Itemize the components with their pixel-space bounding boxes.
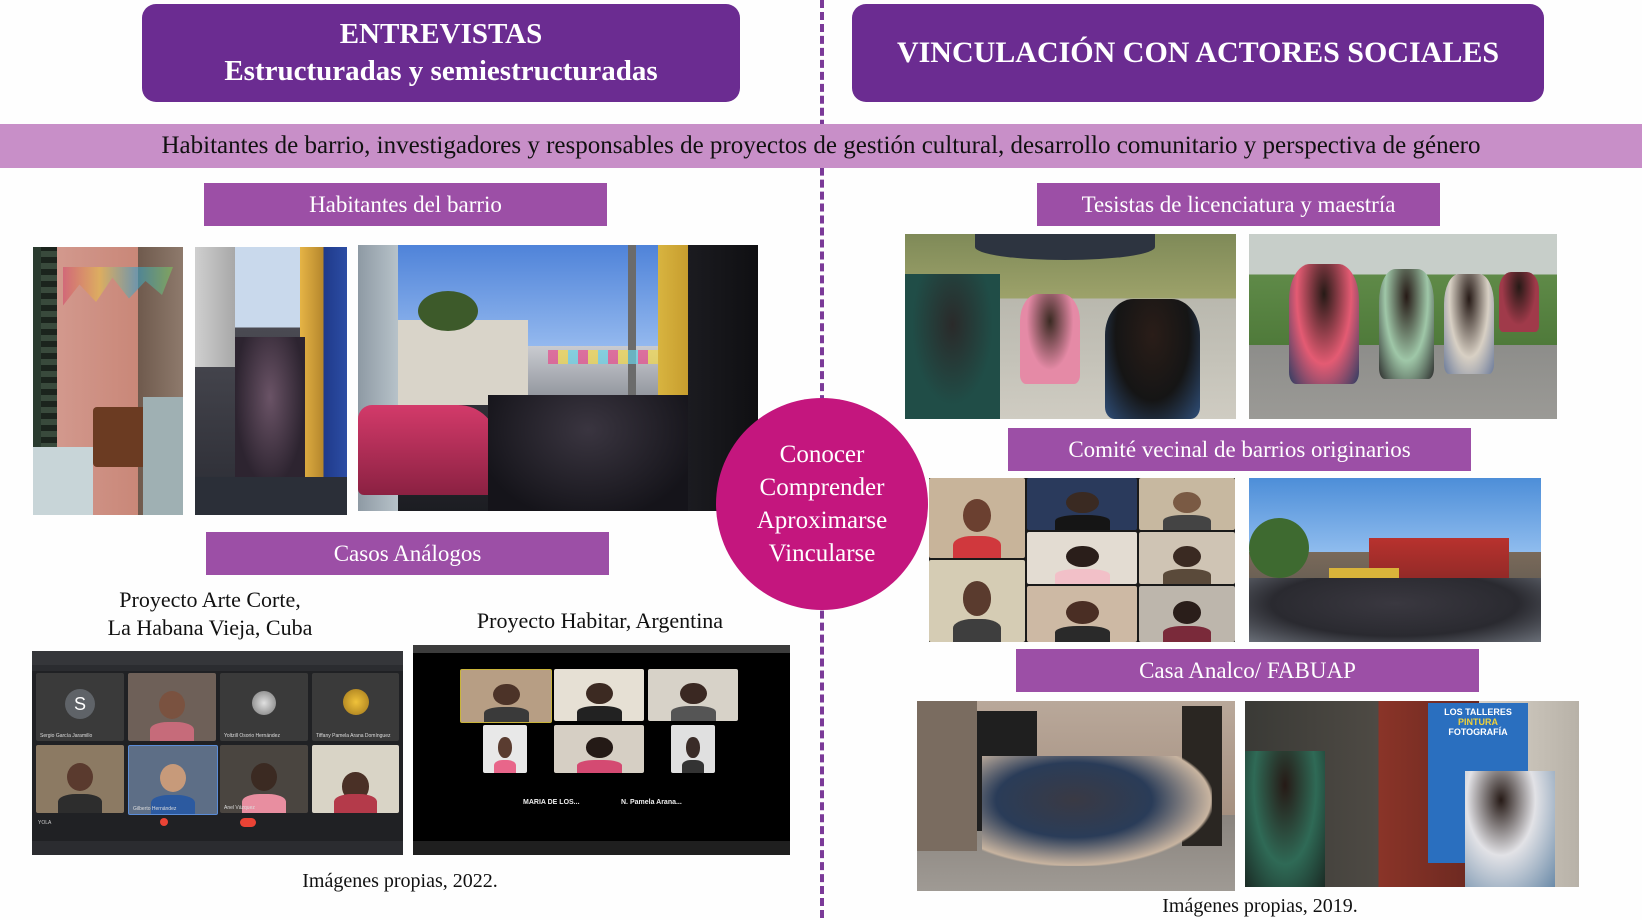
section-label-barrio-text: Habitantes del barrio (309, 191, 502, 217)
objective-vincularse: Vincularse (768, 540, 876, 567)
participants-band (0, 124, 1642, 168)
photo-street-crowd (358, 245, 758, 511)
credit-2022-text: Imágenes propias, 2022. (302, 870, 498, 892)
call2-tile-4 (483, 725, 527, 773)
photo-interior-room (33, 247, 183, 515)
call2-name-2: N. Pamela Arana... (621, 799, 682, 806)
call1-avatar-initial: S (65, 689, 95, 719)
call1-tile-4 (312, 673, 399, 741)
section-label-tesistas-text: Tesistas de licenciatura y maestría (1081, 191, 1396, 217)
photo-students-park (905, 234, 1236, 419)
call1-tile-8 (312, 745, 399, 813)
call1-bottom-label: YOLA (38, 820, 52, 826)
call1-tile-name: Yoltzill Osorio Hernández (224, 733, 280, 739)
photo-street-people (195, 247, 347, 515)
objectives-circle (716, 398, 928, 610)
call1-tile-name: Gilberto Hernández (133, 806, 177, 812)
section-label-casos (206, 532, 609, 575)
caption-habitar (440, 607, 760, 635)
section-label-casa-analco (1016, 649, 1479, 692)
photo-committee-videocall (929, 478, 1235, 642)
section-label-tesistas (1037, 183, 1440, 226)
participants-band-text: Habitantes de barrio, investigadores y responsables de proyectos de gestión cultural, desarrollo comunitario y perspectiva de género (161, 132, 1481, 159)
call1-tile-name: Anel Vázquez (224, 805, 255, 811)
call2-tile-2 (554, 669, 644, 721)
credit-2019-text: Imágenes propias, 2019. (1162, 895, 1358, 917)
credit-2019 (1140, 892, 1380, 920)
call1-tile-6 (128, 745, 218, 815)
objective-comprender: Comprender (759, 474, 885, 501)
caption-habitar-text: Proyecto Habitar, Argentina (476, 608, 724, 633)
call1-tile-3 (220, 673, 308, 741)
call1-mic-icon (160, 818, 168, 826)
credit-2022 (280, 867, 520, 895)
call1-hangup-button (240, 818, 256, 827)
call2-tile-1 (460, 669, 552, 723)
objective-conocer: Conocer (779, 441, 865, 468)
videocall-screenshot-1 (32, 651, 403, 855)
poster-line3: FOTOGRAFÍA (1448, 727, 1508, 737)
social-actors-header (852, 4, 1544, 102)
caption-arte-corte (70, 586, 350, 642)
section-label-barrio (204, 183, 607, 226)
caption-arte-corte-line1: Proyecto Arte Corte, (119, 587, 301, 612)
videocall-screenshot-2 (413, 645, 790, 855)
photo-students-bench (1249, 234, 1557, 419)
interviews-header-title: ENTREVISTAS (339, 18, 543, 50)
photo-casa-analco-door (1245, 701, 1579, 887)
call1-tile-name: Tiffany Pamela Arana Domínguez (316, 733, 391, 739)
call2-tile-5 (554, 725, 644, 773)
objective-aproximarse: Aproximarse (756, 507, 888, 534)
call1-tile-2 (128, 673, 216, 741)
section-label-casos-text: Casos Análogos (333, 540, 482, 566)
section-label-casa-analco-text: Casa Analco/ FABUAP (1139, 657, 1356, 683)
call2-tile-3 (648, 669, 738, 721)
call1-tile-initial (36, 673, 124, 741)
call2-name-1: MARIA DE LOS... (523, 799, 580, 806)
call1-tile-7 (220, 745, 308, 813)
call2-tile-6 (671, 725, 715, 773)
photo-casa-analco-courtyard (917, 701, 1235, 891)
caption-arte-corte-line2: La Habana Vieja, Cuba (107, 615, 313, 640)
section-label-comite-text: Comité vecinal de barrios originarios (1068, 436, 1411, 462)
poster-line1: LOS TALLERES (1444, 707, 1512, 717)
call1-tile-5 (36, 745, 124, 813)
interviews-header-subtitle: Estructuradas y semiestructuradas (224, 55, 658, 87)
call1-tile-name: Sergio García Jaramillo (40, 733, 93, 739)
interviews-header (142, 4, 740, 102)
photo-committee-plaza (1249, 478, 1541, 642)
section-label-comite (1008, 428, 1471, 471)
social-actors-header-title: VINCULACIÓN CON ACTORES SOCIALES (896, 36, 1500, 69)
poster-line2: PINTURA (1458, 717, 1498, 727)
